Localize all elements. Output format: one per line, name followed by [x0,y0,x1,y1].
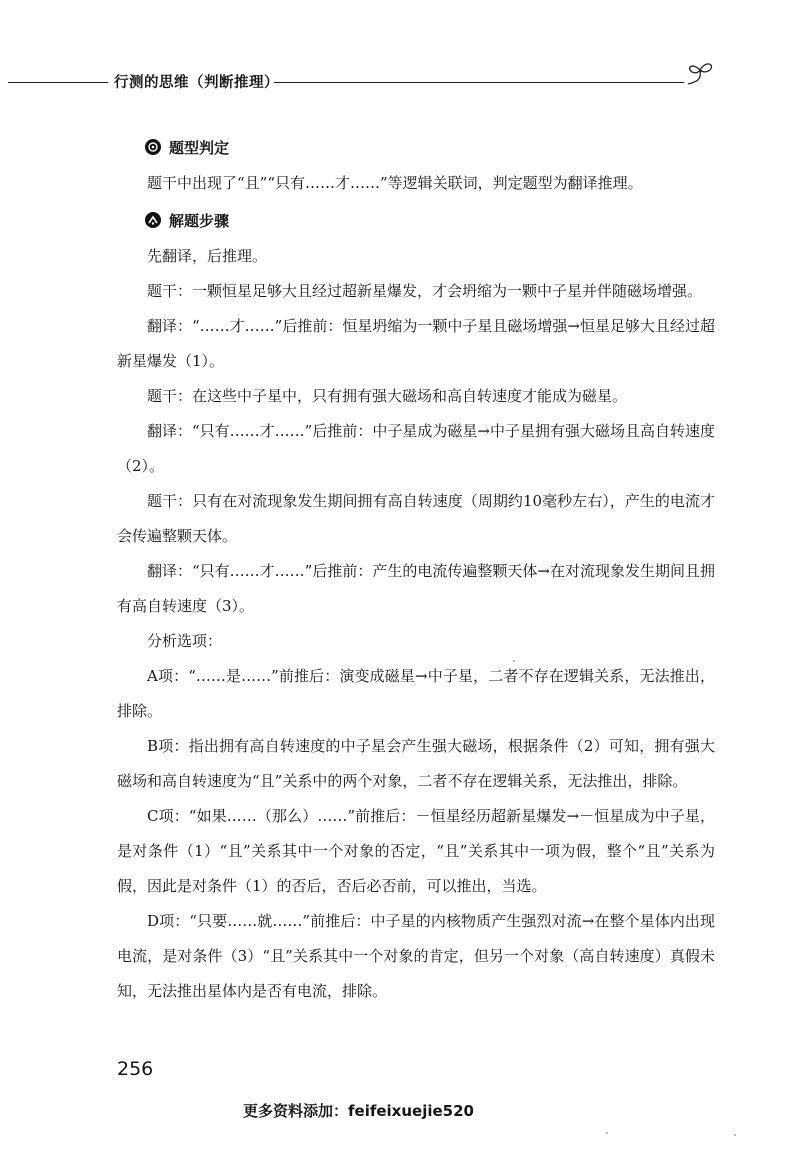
scan-speck [606,1132,608,1134]
section-type-judgement [117,128,715,166]
paragraph: 先翻译，后推理。 [147,247,268,265]
paragraph: 题干：在这些中子星中，只有拥有强大磁场和高自转速度才能成为磁星。 [147,387,628,405]
paragraph: B项：指出拥有高自转速度的中子星会产生强大磁场，根据条件（2）可知，拥有强大磁场和高自转速度为“且”关系中的两个对象，二者不存在逻辑关系，无法推出，排除。 [117,737,715,790]
paragraph: D项：“只要……就……”前推后：中子星的内核物质产生强烈对流→在整个星体内出现电流，是对条件（3）“且”关系其中一个对象的肯定，但另一个对象（高自转速度）真假未知，无法推出星体内是否有电流，排除。 [117,912,715,1000]
section-heading: 解题步骤 [169,211,230,230]
paragraph: C项：“如果……（那么）……”前推后：－恒星经历超新星爆发→－恒星成为中子星，是对条件（1）“且”关系其中一个对象的否定，“且”关系其中一项为假，整个“且”关系为假，因此是对条件（1）的否后，否后必否前，可以推出，当选。 [117,807,715,895]
scan-speck [513,660,515,662]
header-rule-left [8,82,108,83]
sprout-icon [684,60,716,86]
target-icon [145,139,161,155]
footer-note: 更多资料添加：feifeixuejie520 [243,1102,474,1120]
body-content [117,128,715,1009]
paragraph: 题干：一颗恒星足够大且经过超新星爆发，才会坍缩为一颗中子星并伴随磁场增强。 [147,282,703,300]
page-number: 256 [117,1058,154,1080]
scan-speck [734,1134,736,1136]
section-heading: 题型判定 [169,138,230,157]
header-rule-right [274,82,684,83]
paragraph: 翻译：“只有……才……”后推前：中子星成为磁星→中子星拥有强大磁场且高自转速度（2）。 [117,422,715,475]
paragraph: 翻译：“……才……”后推前：恒星坍缩为一颗中子星且磁场增强→恒星足够大且经过超新星爆发（1）。 [117,317,715,370]
steps-icon [145,212,161,228]
running-header-title: 行测的思维（判断推理） [114,75,279,91]
paragraph: A项：“……是……”前推后：演变成磁星→中子星，二者不存在逻辑关系，无法推出，排除。 [117,667,715,720]
section-solution-steps [117,201,715,239]
paragraph: 题干：只有在对流现象发生期间拥有高自转速度（周期约10毫秒左右），产生的电流才会传遍整颗天体。 [117,492,715,545]
type-judgement-text: 题干中出现了“且”“只有……才……”等逻辑关联词，判定题型为翻译推理。 [147,174,643,192]
paragraph: 分析选项： [147,632,223,650]
paragraph: 翻译：“只有……才……”后推前：产生的电流传遍整颗天体→在对流现象发生期间且拥有高自转速度（3）。 [117,562,715,615]
